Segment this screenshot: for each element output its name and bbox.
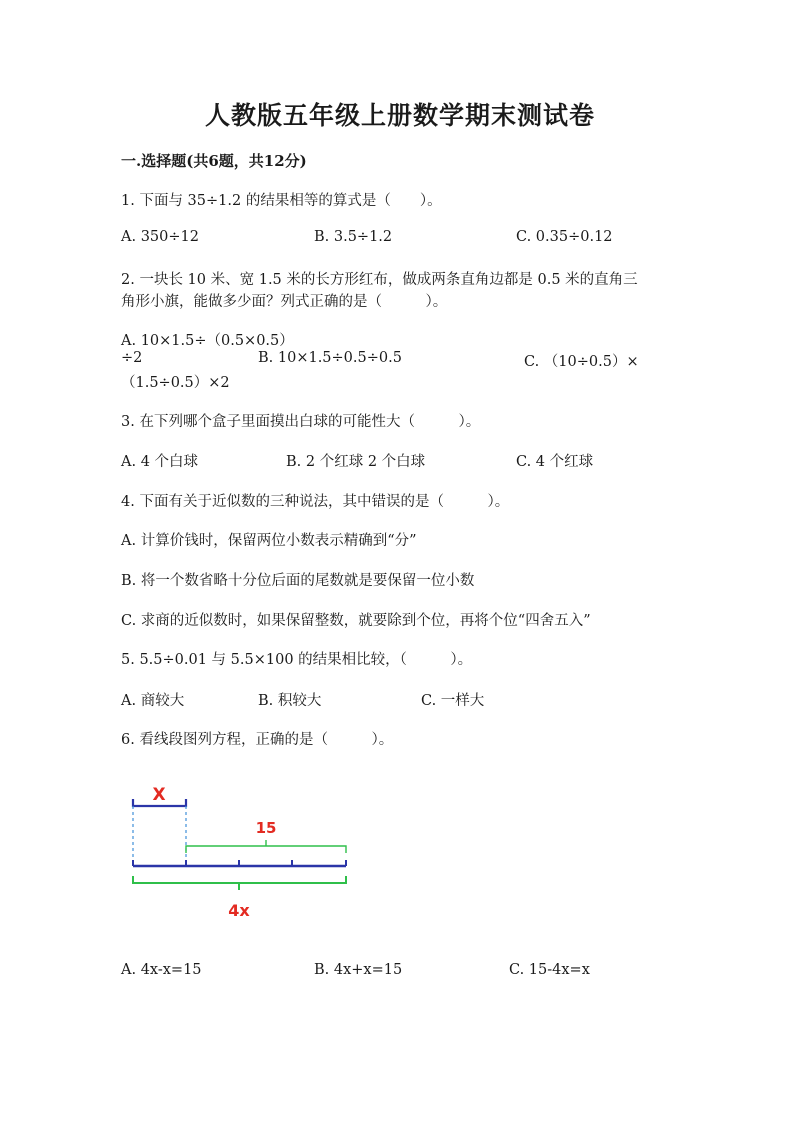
segment-diagram: [120, 775, 380, 925]
question-6-option-b: B. 4x+x=15: [314, 962, 403, 978]
section-heading: 一.选择题(共6题，共12分): [121, 152, 307, 170]
question-2-option-a: A. 10×1.5÷（0.5×0.5）: [121, 333, 294, 349]
question-6-option-c: C. 15-4x=x: [509, 962, 590, 978]
question-2-option-c: C. （10÷0.5）×: [524, 354, 639, 370]
question-5-text: 5. 5.5÷0.01 与 5.5×100 的结果相比较，（ ）。: [121, 652, 473, 668]
question-2-option-a-cont: ÷2: [121, 350, 143, 366]
question-2-text-line-2: 角形小旗，能做多少面？列式正确的是（ ）。: [121, 294, 448, 310]
question-5-option-a: A. 商较大: [121, 693, 185, 709]
question-1-option-a: A. 350÷12: [121, 229, 199, 245]
brace-4x: [133, 876, 346, 890]
question-4-option-c: C. 求商的近似数时，如果保留整数，就要除到个位，再将个位“四舍五入”: [121, 613, 591, 629]
question-1-text: 1. 下面与 35÷1.2 的结果相等的算式是（ ）。: [121, 193, 442, 209]
question-2-option-c-cont: （1.5÷0.5）×2: [121, 375, 230, 391]
question-2-option-b: B. 10×1.5÷0.5÷0.5: [258, 350, 402, 366]
diagram-label-x: X: [152, 785, 166, 805]
question-4-text: 4. 下面有关于近似数的三种说法，其中错误的是（ ）。: [121, 494, 510, 510]
question-1-option-c: C. 0.35÷0.12: [516, 229, 613, 245]
question-4-option-a: A. 计算价钱时，保留两位小数表示精确到“分”: [121, 533, 417, 549]
question-1-option-b: B. 3.5÷1.2: [314, 229, 393, 245]
question-3-option-c: C. 4 个红球: [516, 454, 594, 470]
question-3-text: 3. 在下列哪个盒子里面摸出白球的可能性大（ ）。: [121, 414, 481, 430]
page-title: 人教版五年级上册数学期末测试卷: [204, 101, 595, 130]
diagram-label-15: 15: [255, 819, 277, 837]
question-6-option-a: A. 4x-x=15: [121, 962, 202, 978]
brace-15: [186, 840, 346, 853]
question-3-option-b: B. 2 个红球 2 个白球: [286, 454, 426, 470]
question-5-option-c: C. 一样大: [421, 693, 485, 709]
question-6-text: 6. 看线段图列方程，正确的是（ ）。: [121, 732, 394, 748]
question-4-option-b: B. 将一个数省略十分位后面的尾数就是要保留一位小数: [121, 573, 475, 589]
question-2-text-line-1: 2. 一块长 10 米、宽 1.5 米的长方形红布，做成两条直角边都是 0.5 米的直角三: [121, 272, 638, 288]
question-3-option-a: A. 4 个白球: [121, 454, 199, 470]
question-5-option-b: B. 积较大: [258, 693, 322, 709]
diagram-label-4x: 4x: [228, 901, 250, 920]
